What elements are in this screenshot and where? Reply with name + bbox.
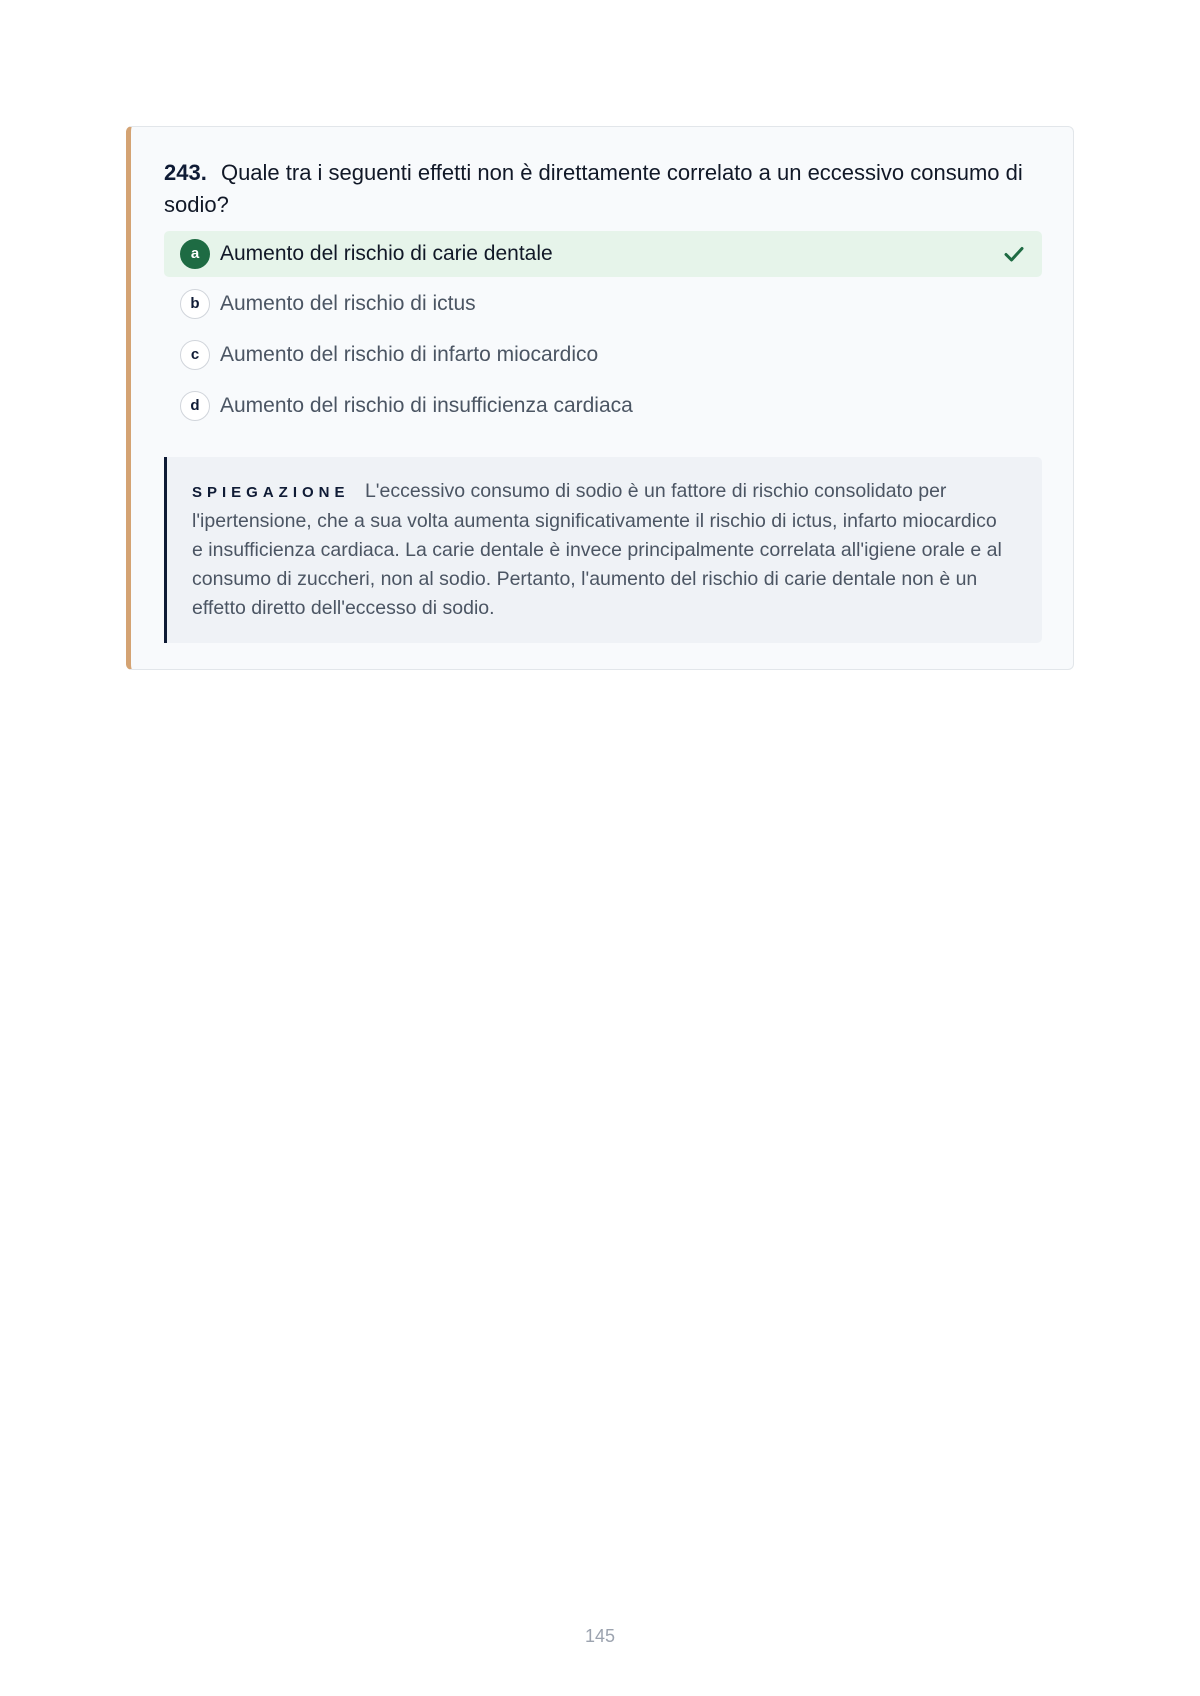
question-number: 243.: [164, 160, 207, 185]
page-number: 145: [584, 1626, 616, 1646]
check-icon: [1004, 246, 1024, 262]
question-text: Quale tra i seguenti effetti non è direttamente correlato a un eccessivo consumo di sodio?: [164, 160, 1023, 217]
option-c[interactable]: [164, 332, 1042, 378]
option-text: Aumento del rischio di insufficienza cardiaca: [220, 394, 633, 417]
option-letter-badge: b: [180, 289, 210, 319]
option-letter-badge: a: [180, 239, 210, 269]
explanation-label: SPIEGAZIONE: [192, 484, 350, 501]
option-d[interactable]: [164, 383, 1042, 429]
option-text: Aumento del rischio di carie dentale: [220, 242, 553, 265]
option-letter-badge: c: [180, 340, 210, 370]
question-card: [126, 126, 1074, 670]
explanation-box: [164, 457, 1042, 643]
option-text: Aumento del rischio di infarto miocardico: [220, 343, 599, 366]
option-text: Aumento del rischio di ictus: [220, 292, 476, 315]
option-b[interactable]: [164, 281, 1042, 327]
option-a[interactable]: [164, 231, 1042, 277]
option-letter-badge: d: [180, 391, 210, 421]
explanation-body: [192, 477, 1002, 623]
explanation-text: L'eccessivo consumo di sodio è un fattore di rischio consolidato per l'ipertensione, che a sua volta aumenta significativamente il rischio di ictus, infarto miocardico e insufficienza cardiaca. La carie dentale è invece principalmente correlata all'igiene orale e al consumo di zuccheri, non al sodio. Pertanto, l'aumento del rischio di carie dentale non è un effetto diretto dell'eccesso di sodio.: [192, 480, 1002, 619]
question-text-block: [164, 157, 1044, 221]
